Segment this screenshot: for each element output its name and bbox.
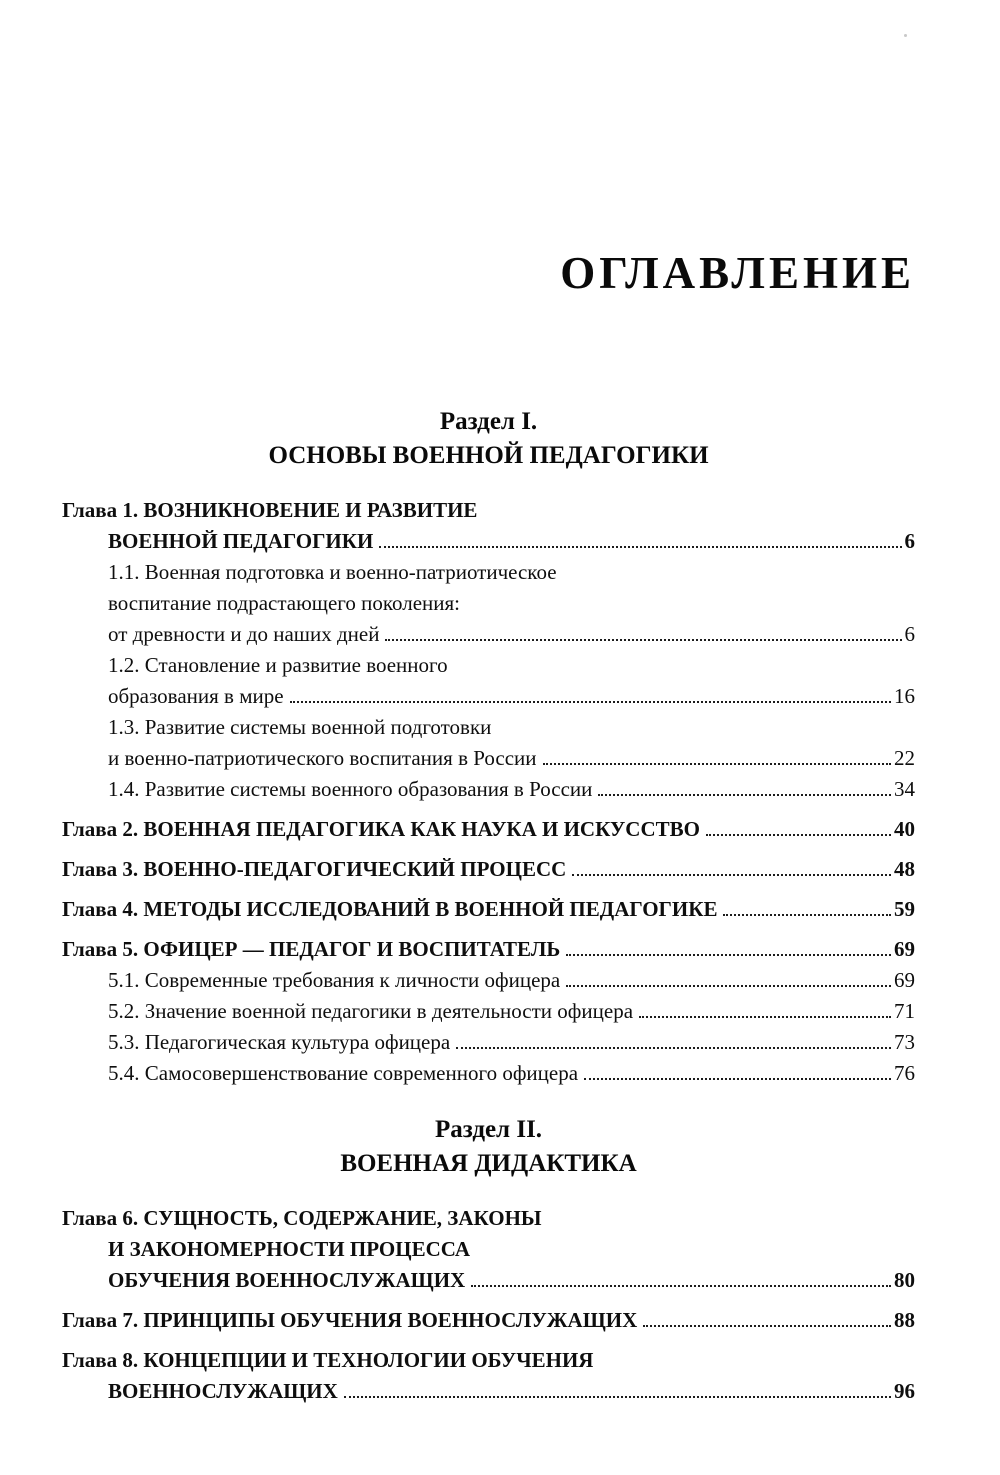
toc-line xyxy=(62,894,915,925)
toc-line-text: 5.2. Значение военной педагогики в деятельности офицера xyxy=(108,999,634,1024)
toc-line xyxy=(62,965,915,996)
toc-line-text: И ЗАКОНОМЕРНОСТИ ПРОЦЕССА xyxy=(108,1237,471,1262)
toc-line xyxy=(62,1265,915,1296)
toc-line xyxy=(62,1234,915,1265)
toc-line xyxy=(62,495,915,526)
toc-line-text: 1.3. Развитие системы военной подготовки xyxy=(108,715,492,740)
page-number: 59 xyxy=(894,897,915,922)
dot-leader xyxy=(643,1325,891,1327)
toc-line-text: Глава 8. КОНЦЕПЦИИ И ТЕХНОЛОГИИ ОБУЧЕНИЯ xyxy=(62,1348,594,1373)
toc-line-text: ВОЕННОЙ ПЕДАГОГИКИ xyxy=(108,529,374,554)
page-number: 22 xyxy=(894,746,915,771)
toc-line xyxy=(62,619,915,650)
dot-leader xyxy=(344,1396,891,1398)
toc-line xyxy=(62,1027,915,1058)
toc-line xyxy=(62,854,915,885)
dot-leader xyxy=(566,954,891,956)
scan-speckle xyxy=(904,34,907,37)
section-heading: ОСНОВЫ ВОЕННОЙ ПЕДАГОГИКИ xyxy=(268,442,709,470)
toc-line xyxy=(62,1345,915,1376)
dot-leader xyxy=(385,639,901,641)
section-heading: Раздел II. xyxy=(434,1116,543,1144)
toc-line-text: ОБУЧЕНИЯ ВОЕННОСЛУЖАЩИХ xyxy=(108,1268,466,1293)
page-number: 48 xyxy=(894,857,915,882)
toc-line-text: ВОЕННОСЛУЖАЩИХ xyxy=(108,1379,338,1404)
toc-line-text: образования в мире xyxy=(108,684,284,709)
page-number: 73 xyxy=(894,1030,915,1055)
dot-leader xyxy=(639,1016,891,1018)
page-number: 69 xyxy=(894,937,915,962)
dot-leader xyxy=(572,874,891,876)
toc-line-text: Глава 2. ВОЕННАЯ ПЕДАГОГИКА КАК НАУКА И ИСКУССТВО xyxy=(62,817,700,842)
dot-leader xyxy=(706,834,891,836)
page-number: 88 xyxy=(894,1308,915,1333)
dot-leader xyxy=(566,985,891,987)
toc-line xyxy=(62,774,915,805)
toc-line xyxy=(62,1058,915,1089)
toc-line-text: и военно-патриотического воспитания в России xyxy=(108,746,537,771)
toc-line-text: 5.4. Самосовершенствование современного офицера xyxy=(108,1061,579,1086)
toc-list xyxy=(62,495,915,1089)
toc-line xyxy=(62,743,915,774)
toc-line-text: от древности и до наших дней xyxy=(108,622,380,647)
section-heading: ВОЕННАЯ ДИДАКТИКА xyxy=(340,1150,637,1178)
toc-sections xyxy=(62,405,915,1407)
page-title: ОГЛАВЛЕНИЕ xyxy=(560,248,915,298)
toc-line xyxy=(62,588,915,619)
dot-leader xyxy=(456,1047,891,1049)
toc-line-text: Глава 3. ВОЕННО-ПЕДАГОГИЧЕСКИЙ ПРОЦЕСС xyxy=(62,857,567,882)
toc-line xyxy=(62,814,915,845)
toc-line xyxy=(62,526,915,557)
page-number: 71 xyxy=(894,999,915,1024)
toc-line xyxy=(62,934,915,965)
toc-line-text: Глава 1. ВОЗНИКНОВЕНИЕ И РАЗВИТИЕ xyxy=(62,498,478,523)
page-number: 76 xyxy=(894,1061,915,1086)
toc-section xyxy=(62,405,915,1089)
toc-line xyxy=(62,650,915,681)
dot-leader xyxy=(723,914,891,916)
dot-leader xyxy=(471,1285,891,1287)
page-number: 6 xyxy=(904,529,915,554)
toc-line xyxy=(62,681,915,712)
page-number: 16 xyxy=(894,684,915,709)
toc-line xyxy=(62,1203,915,1234)
page-number: 40 xyxy=(894,817,915,842)
toc-line-text: 1.1. Военная подготовка и военно-патриотическое xyxy=(108,560,557,585)
toc-line xyxy=(62,1305,915,1336)
page-number: 80 xyxy=(894,1268,915,1293)
toc-line-text: Глава 6. СУЩНОСТЬ, СОДЕРЖАНИЕ, ЗАКОНЫ xyxy=(62,1206,542,1231)
toc-line-text: Глава 5. ОФИЦЕР — ПЕДАГОГ И ВОСПИТАТЕЛЬ xyxy=(62,937,561,962)
toc-list xyxy=(62,1203,915,1407)
dot-leader xyxy=(379,546,901,548)
dot-leader xyxy=(290,701,891,703)
page-number: 34 xyxy=(894,777,915,802)
toc-line-text: воспитание подрастающего поколения: xyxy=(108,591,460,616)
page-number: 96 xyxy=(894,1379,915,1404)
page-number: 69 xyxy=(894,968,915,993)
toc-section xyxy=(62,1113,915,1407)
toc-line xyxy=(62,996,915,1027)
dot-leader xyxy=(543,763,891,765)
toc-line xyxy=(62,1376,915,1407)
dot-leader xyxy=(584,1078,891,1080)
toc-line-text: 1.4. Развитие системы военного образования в России xyxy=(108,777,593,802)
page-number: 6 xyxy=(904,622,915,647)
dot-leader xyxy=(598,794,891,796)
section-heading: Раздел I. xyxy=(439,408,538,436)
toc-line xyxy=(62,712,915,743)
toc-line-text: 1.2. Становление и развитие военного xyxy=(108,653,448,678)
toc-line-text: 5.3. Педагогическая культура офицера xyxy=(108,1030,451,1055)
toc-line-text: 5.1. Современные требования к личности офицера xyxy=(108,968,561,993)
toc-line-text: Глава 4. МЕТОДЫ ИССЛЕДОВАНИЙ В ВОЕННОЙ ПЕДАГОГИКЕ xyxy=(62,897,718,922)
toc-line xyxy=(62,557,915,588)
toc-line-text: Глава 7. ПРИНЦИПЫ ОБУЧЕНИЯ ВОЕННОСЛУЖАЩИХ xyxy=(62,1308,638,1333)
